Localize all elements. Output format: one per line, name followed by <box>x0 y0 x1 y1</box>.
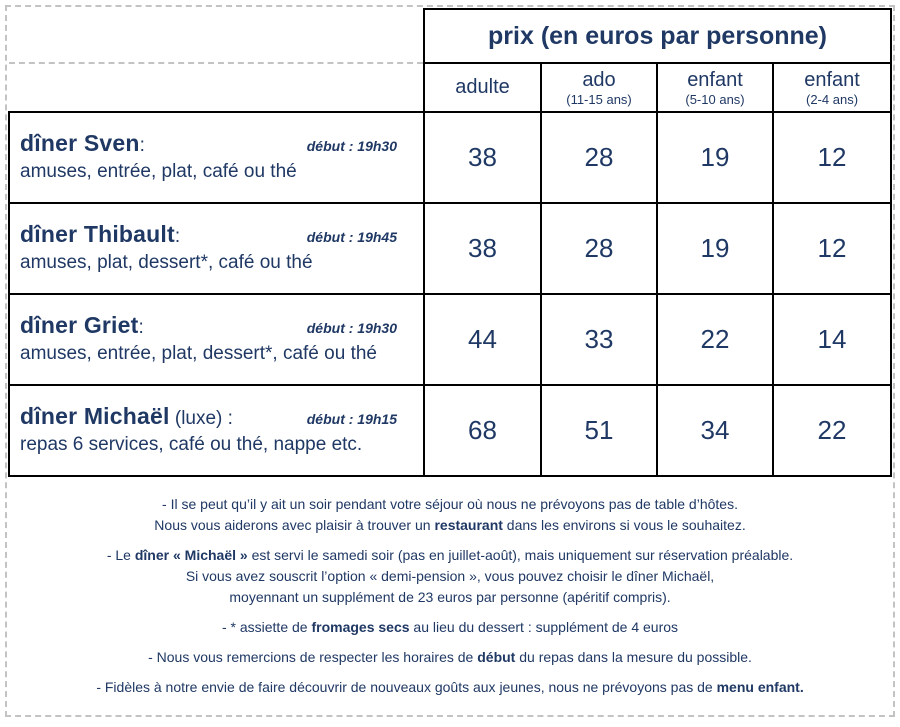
footnote-line <box>9 566 891 587</box>
menu-row-description <box>9 385 424 476</box>
menu-row-griet <box>9 294 891 385</box>
price-cell: 44 <box>424 294 541 385</box>
column-header-enfant-2-4 <box>773 63 891 112</box>
footnotes-row <box>9 476 891 714</box>
menu-row-name-group <box>20 312 144 339</box>
footnote-line <box>9 677 891 698</box>
menu-row-items: amuses, plat, dessert*, café ou thé <box>20 252 313 273</box>
footnote-paragraph <box>9 617 891 638</box>
menu-row-name-group <box>20 403 233 430</box>
column-label: enfant <box>687 68 743 91</box>
dinner-start-time: début : 19h45 <box>306 229 397 245</box>
column-label: adulte <box>455 76 510 98</box>
price-cell: 28 <box>541 112 657 203</box>
menu-row-name-group <box>20 221 180 248</box>
price-cell: 14 <box>773 294 891 385</box>
footnote-segment: fromages secs <box>311 619 410 635</box>
footnote-segment: est servi le samedi soir (pas en juillet-août), mais uniquement sur réservation préalable. <box>247 547 794 563</box>
price-cell: 38 <box>424 112 541 203</box>
dinner-start-time: début : 19h30 <box>306 138 397 154</box>
menu-row-description <box>9 294 424 385</box>
price-cell: 38 <box>424 203 541 294</box>
footnote-segment: dîner « Michaël » <box>134 547 248 563</box>
footnote-segment: début <box>477 649 516 665</box>
dinner-start-time: début : 19h30 <box>306 320 397 336</box>
column-label: ado <box>582 68 616 91</box>
footnote-segment: - * assiette de <box>221 619 312 635</box>
footnotes-container <box>9 494 891 698</box>
footnote-paragraph <box>9 494 891 536</box>
column-header-enfant-5-10 <box>657 63 773 112</box>
dinner-name-suffix: : <box>139 135 145 156</box>
footnote-segment: - Fidèles à notre envie de faire découvrir de nouveaux goûts aux jeunes, nous ne prévoyons pas de <box>96 679 717 695</box>
dinner-name: dîner Griet <box>20 312 139 338</box>
menu-row-title-line <box>20 312 423 339</box>
footnote-segment: Si vous avez souscrit l’option « demi-pension », vous pouvez choisir le dîner Michaël, <box>185 568 715 584</box>
footnote-segment: - Il se peut qu’il y ait un soir pendant votre séjour où nous ne prévoyons pas de table d’hôtes. <box>162 496 738 512</box>
dinner-name-suffix: (luxe) : <box>169 408 233 429</box>
footnote-line <box>9 545 891 566</box>
price-table <box>8 8 892 714</box>
price-cell: 28 <box>541 203 657 294</box>
dinner-name: dîner Michaël <box>20 403 170 429</box>
column-age-range: (5-10 ans) <box>685 91 745 107</box>
footnote-segment: Nous vous aiderons avec plaisir à trouver un <box>154 517 435 533</box>
column-age-range: (11-15 ans) <box>566 91 632 107</box>
price-cell: 22 <box>773 385 891 476</box>
footnote-line <box>9 515 891 536</box>
empty-corner-cell-bottom <box>9 63 424 112</box>
column-label: enfant <box>804 68 860 91</box>
footnote-segment: moyennant un supplément de 23 euros par personne (apéritif compris). <box>229 589 671 605</box>
column-header-row <box>9 63 891 112</box>
price-cell: 68 <box>424 385 541 476</box>
footnotes <box>9 476 891 714</box>
price-cell: 34 <box>657 385 773 476</box>
menu-row-description <box>9 203 424 294</box>
dinner-name: dîner Sven <box>20 130 140 156</box>
menu-row-items: amuses, entrée, plat, café ou thé <box>20 161 297 182</box>
footnote-segment: au lieu du dessert : supplément de 4 euros <box>409 619 679 635</box>
footnote-line <box>9 494 891 515</box>
price-cell: 12 <box>773 203 891 294</box>
price-cell: 19 <box>657 203 773 294</box>
footnote-segment: dans les environs si vous le souhaitez. <box>502 517 746 533</box>
footnote-segment: restaurant <box>434 517 503 533</box>
column-age-range: (2-4 ans) <box>806 91 859 107</box>
menu-row-items: amuses, entrée, plat, dessert*, café ou thé <box>20 343 377 364</box>
price-cell: 51 <box>541 385 657 476</box>
footnote-paragraph <box>9 677 891 698</box>
menu-row-title-line <box>20 403 423 430</box>
empty-corner-cell-top <box>9 9 424 63</box>
menu-row-sven <box>9 112 891 203</box>
menu-row-thibault <box>9 203 891 294</box>
footnote-paragraph <box>9 647 891 668</box>
price-cell: 19 <box>657 112 773 203</box>
menu-row-items: repas 6 services, café ou thé, nappe etc. <box>20 434 363 455</box>
dinner-name: dîner Thibault <box>20 221 175 247</box>
title-row <box>9 9 891 63</box>
footnote-segment: - Nous vous remercions de respecter les horaires de <box>148 649 478 665</box>
menu-row-title-line <box>20 221 423 248</box>
footnote-line <box>9 617 891 638</box>
column-header-adulte <box>424 63 541 112</box>
menu-row-michael <box>9 385 891 476</box>
column-header-ado <box>541 63 657 112</box>
menu-row-name-group <box>20 130 145 157</box>
footnote-segment: - Le <box>106 547 135 563</box>
table-title: prix (en euros par personne) <box>424 9 891 63</box>
menu-row-title-line <box>20 130 423 157</box>
price-cell: 33 <box>541 294 657 385</box>
footnote-segment: du repas dans la mesure du possible. <box>515 649 752 665</box>
footnote-paragraph <box>9 545 891 608</box>
price-cell: 12 <box>773 112 891 203</box>
footnote-line <box>9 587 891 608</box>
footnote-segment: menu enfant. <box>716 679 804 695</box>
price-cell: 22 <box>657 294 773 385</box>
footnote-line <box>9 647 891 668</box>
dinner-name-suffix: : <box>174 226 181 247</box>
menu-row-description <box>9 112 424 203</box>
dinner-name-suffix: : <box>138 317 144 338</box>
dinner-start-time: début : 19h15 <box>306 411 397 427</box>
